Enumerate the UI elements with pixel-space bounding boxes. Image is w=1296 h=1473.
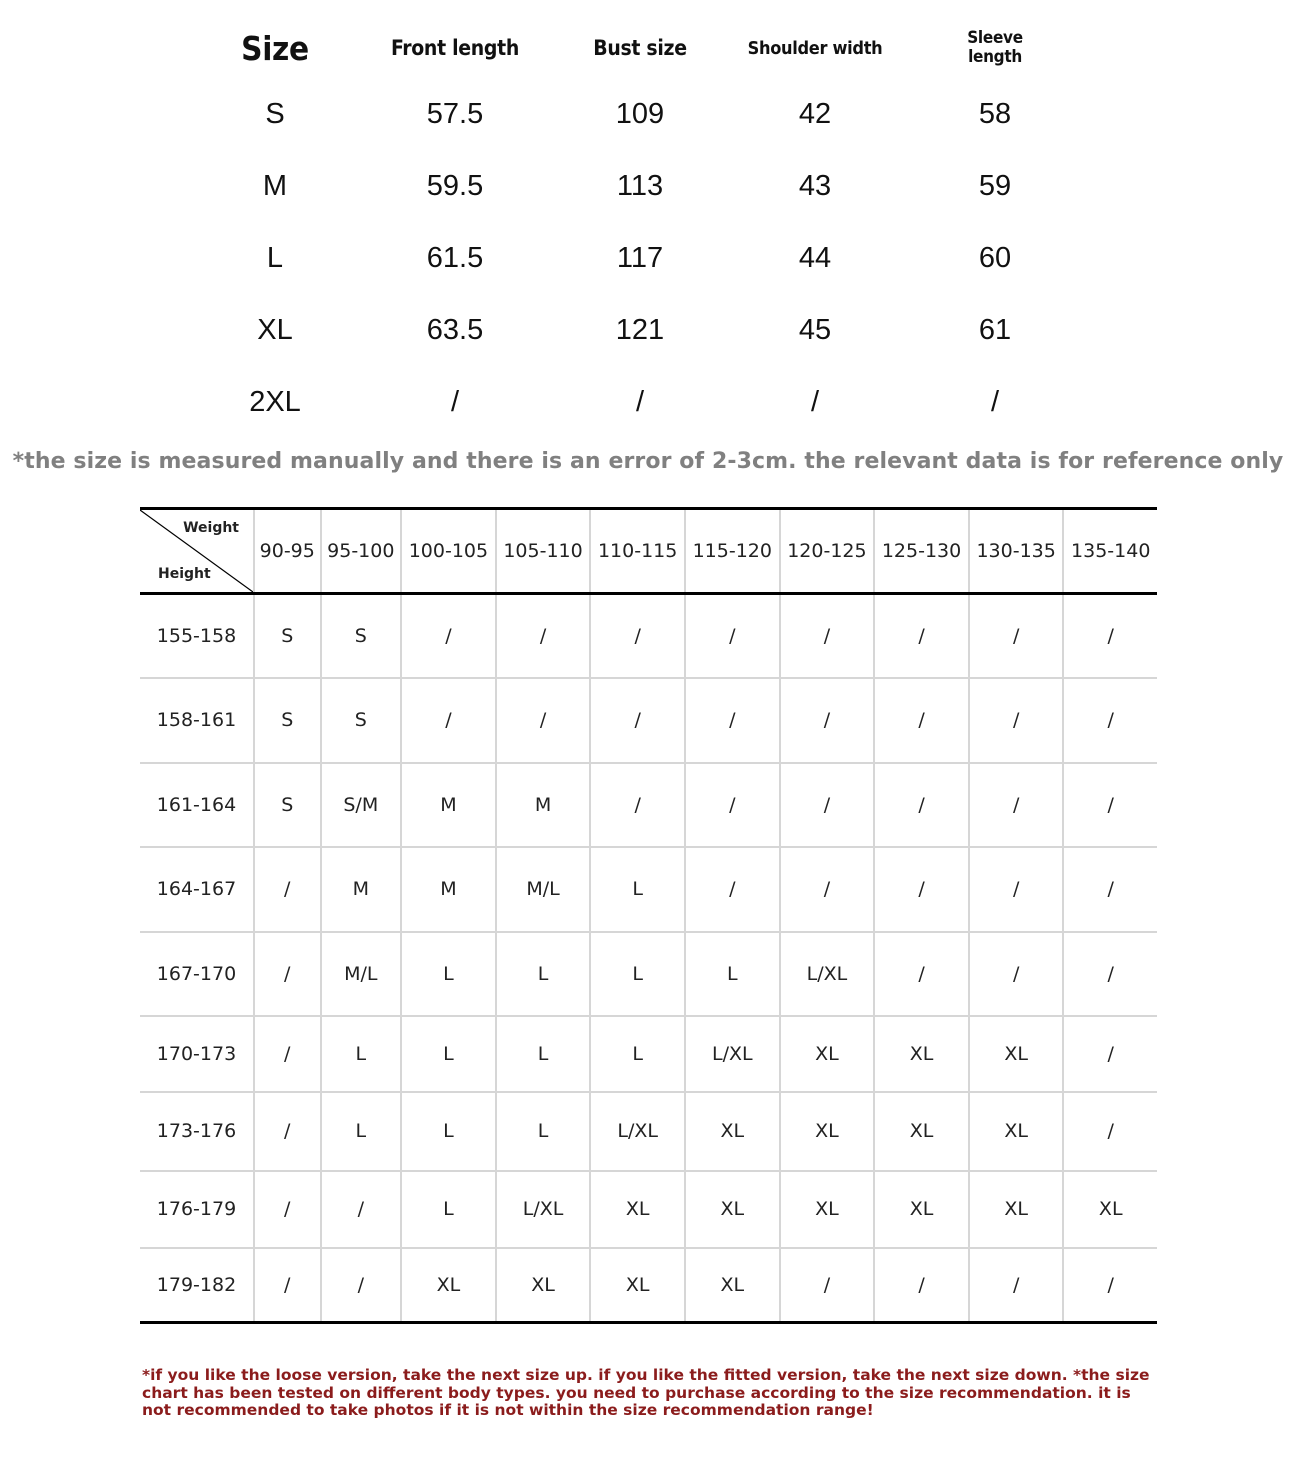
weight-label: Weight — [183, 520, 239, 536]
size-recommendation-cell: XL — [496, 1248, 591, 1323]
cell-front-length: 57.5 — [426, 97, 484, 130]
cell-bust-size: 113 — [616, 169, 664, 202]
height-range-label: 155-158 — [156, 624, 237, 647]
height-row — [140, 1016, 1157, 1092]
cell-sleeve-length: / — [990, 385, 1000, 418]
size-recommendation-cell: XL — [1063, 1171, 1157, 1248]
weight-range-header: 100-105 — [401, 509, 496, 594]
size-recommendation-cell: / — [874, 678, 969, 763]
weight-range-header: 110-115 — [590, 509, 685, 594]
size-recommendation-cell: M — [496, 763, 591, 847]
size-recommendation-cell: / — [590, 763, 685, 847]
header-sleeve-length: Sleeve length — [967, 28, 1023, 67]
size-recommendation-cell: S — [254, 763, 321, 847]
size-recommendation-cell: L — [496, 1016, 591, 1092]
size-recommendation-cell: M — [401, 763, 496, 847]
height-range-label: 158-161 — [140, 678, 254, 763]
weight-range-header: 95-100 — [321, 509, 402, 594]
height-row — [140, 932, 1157, 1016]
size-recommendation-cell: / — [496, 594, 591, 678]
size-recommendation-cell: L — [401, 1171, 496, 1248]
size-recommendation-cell: XL — [590, 1171, 685, 1248]
size-recommendation-cell: XL — [969, 1171, 1064, 1248]
size-recommendation-cell: / — [254, 932, 321, 1016]
size-recommendation-cell: M/L — [321, 932, 402, 1016]
size-recommendation-cell: / — [1063, 1248, 1157, 1323]
header-size: Size — [241, 28, 309, 68]
height-row — [140, 763, 1157, 847]
size-recommendation-cell: / — [254, 1248, 321, 1323]
size-recommendation-cell: M — [401, 847, 496, 932]
size-recommendation-cell: / — [874, 763, 969, 847]
size-recommendation-cell: L — [401, 932, 496, 1016]
cell-front-length: 63.5 — [426, 313, 484, 346]
size-recommendation-cell: L — [321, 1016, 402, 1092]
header-front-length: Front length — [390, 36, 520, 60]
cell-sleeve-length: 60 — [978, 241, 1012, 274]
weight-range-header: 90-95 — [254, 509, 321, 594]
size-recommendation-cell: L — [321, 1092, 402, 1171]
height-row — [140, 847, 1157, 932]
size-recommendation-cell: L — [496, 1092, 591, 1171]
cell-bust-size: 117 — [616, 241, 664, 274]
size-recommendation-cell: M — [321, 847, 402, 932]
size-recommendation-cell: XL — [780, 1171, 875, 1248]
measurement-table-body — [180, 78, 1100, 438]
size-recommendation-cell: / — [874, 847, 969, 932]
size-recommendation-cell: XL — [874, 1016, 969, 1092]
size-recommendation-cell: / — [969, 1248, 1064, 1323]
measurement-table-header — [180, 18, 1100, 78]
weight-range-header: 105-110 — [496, 509, 591, 594]
height-label: Height — [158, 566, 211, 582]
size-recommendation-cell: / — [1063, 594, 1157, 678]
size-recommendation-cell: S — [254, 678, 321, 763]
size-recommendation-cell: L — [401, 1016, 496, 1092]
size-recommendation-cell: S — [254, 594, 321, 678]
size-recommendation-cell: / — [969, 932, 1064, 1016]
size-recommendation-cell: / — [401, 678, 496, 763]
size-recommendation-cell: / — [1063, 1092, 1157, 1171]
size-recommendation-cell: L — [496, 932, 591, 1016]
cell-sleeve-length: 61 — [978, 313, 1012, 346]
size-recommendation-cell: / — [685, 763, 780, 847]
header-bust-size: Bust size — [593, 36, 687, 60]
corner-cell — [140, 509, 254, 594]
size-recommendation-cell: / — [685, 678, 780, 763]
size-recommendation-cell: XL — [401, 1248, 496, 1323]
weight-header-row — [140, 509, 1157, 594]
weight-range-header: 130-135 — [969, 509, 1064, 594]
size-recommendation-cell: / — [254, 847, 321, 932]
size-recommendation-cell: / — [254, 1171, 321, 1248]
measurement-row — [180, 150, 1100, 222]
size-recommendation-cell: XL — [780, 1016, 875, 1092]
height-row — [140, 678, 1157, 763]
size-recommendation-cell: L — [590, 932, 685, 1016]
size-recommendation-cell: XL — [969, 1092, 1064, 1171]
measurement-row — [180, 294, 1100, 366]
measurement-row — [180, 78, 1100, 150]
cell-bust-size: 109 — [615, 97, 665, 130]
cell-front-length: / — [450, 385, 460, 418]
size-recommendation-cell: / — [874, 932, 969, 1016]
size-recommendation-cell: L/XL — [685, 1016, 780, 1092]
cell-bust-size: 121 — [615, 313, 665, 346]
weight-range-header: 115-120 — [685, 509, 780, 594]
size-recommendation-cell: XL — [590, 1248, 685, 1323]
size-recommendation-cell: M/L — [496, 847, 591, 932]
size-recommendation-cell: / — [969, 763, 1064, 847]
size-recommendation-cell: / — [1063, 763, 1157, 847]
size-recommendation-cell: XL — [685, 1092, 780, 1171]
size-recommendation-cell: L — [401, 1092, 496, 1171]
size-recommendation-cell: / — [590, 678, 685, 763]
cell-front-length: 59.5 — [426, 169, 484, 202]
size-recommendation-cell: / — [496, 678, 591, 763]
size-recommendation-cell: / — [780, 1248, 875, 1323]
size-recommendation-cell: / — [401, 594, 496, 678]
measurement-table — [180, 18, 1100, 438]
height-row — [140, 1248, 1157, 1323]
cell-shoulder-width: 45 — [798, 313, 832, 346]
size-recommendation-cell: XL — [685, 1171, 780, 1248]
size-recommendation-cell: / — [1063, 847, 1157, 932]
size-recommendation-cell: S — [321, 678, 402, 763]
size-recommendation-cell: / — [874, 1248, 969, 1323]
cell-front-length: 61.5 — [426, 241, 484, 274]
size-recommendation-cell: S/M — [321, 763, 402, 847]
weight-range-header: 135-140 — [1063, 509, 1157, 594]
size-recommendation-cell: / — [321, 1171, 402, 1248]
size-recommendation-cell: L/XL — [590, 1092, 685, 1171]
size-recommendation-cell: / — [1063, 1016, 1157, 1092]
height-range-label: 167-170 — [140, 932, 254, 1016]
size-recommendation-cell: / — [780, 763, 875, 847]
weight-range-header: 125-130 — [874, 509, 969, 594]
cell-size: XL — [257, 313, 293, 346]
cell-shoulder-width: 43 — [798, 169, 832, 202]
recommendation-note: *if you like the loose version, take the next size up. if you like the fitted version, take the next size down. *the size chart has been tested on different body types. you need to purchase according to the size recommendation. it is not recommended to take photos if it is not within the size recommendation range! — [142, 1366, 1150, 1419]
size-recommendation-table — [140, 507, 1157, 1324]
size-recommendation-cell: / — [254, 1016, 321, 1092]
measurement-note: *the size is measured manually and there is an error of 2-3cm. the relevant data is for reference only — [12, 449, 1284, 474]
size-recommendation-cell: / — [321, 1248, 402, 1323]
size-recommendation-cell: XL — [780, 1092, 875, 1171]
size-recommendation-cell: / — [969, 847, 1064, 932]
height-range-label: 173-176 — [140, 1092, 254, 1171]
height-row — [140, 1092, 1157, 1171]
height-range-label: 179-182 — [140, 1248, 254, 1323]
height-range-label: 161-164 — [140, 763, 254, 847]
height-range-label: 170-173 — [140, 1016, 254, 1092]
cell-bust-size: / — [635, 385, 645, 418]
cell-size: M — [262, 169, 288, 202]
height-row — [140, 1171, 1157, 1248]
size-recommendation-cell: / — [1063, 678, 1157, 763]
weight-range-header: 120-125 — [780, 509, 875, 594]
cell-sleeve-length: 59 — [978, 169, 1012, 202]
size-recommendation-cell: / — [874, 594, 969, 678]
size-recommendation-cell: / — [685, 847, 780, 932]
size-recommendation-cell: XL — [685, 1248, 780, 1323]
size-recommendation-cell: / — [685, 594, 780, 678]
measurement-row — [180, 366, 1100, 438]
header-shoulder-width: Shoulder width — [747, 37, 883, 59]
size-recommendation-cell: / — [969, 678, 1064, 763]
size-recommendation-cell: L/XL — [496, 1171, 591, 1248]
size-recommendation-cell: L — [590, 1016, 685, 1092]
size-recommendation-cell: XL — [874, 1171, 969, 1248]
size-recommendation-cell: XL — [874, 1092, 969, 1171]
cell-size: 2XL — [249, 385, 301, 418]
size-recommendation-cell: S — [321, 594, 402, 678]
height-range-label: 164-167 — [140, 847, 254, 932]
height-row — [140, 594, 1157, 678]
cell-shoulder-width: 42 — [798, 97, 832, 130]
cell-shoulder-width: 44 — [798, 241, 832, 274]
size-recommendation-cell: / — [1063, 932, 1157, 1016]
size-recommendation-cell: / — [780, 847, 875, 932]
cell-sleeve-length: 58 — [978, 97, 1012, 130]
size-recommendation-cell: / — [969, 594, 1064, 678]
size-recommendation-cell: XL — [969, 1016, 1064, 1092]
cell-size: S — [265, 97, 285, 130]
height-range-label: 176-179 — [140, 1171, 254, 1248]
size-recommendation-cell: / — [780, 678, 875, 763]
size-recommendation-cell: L/XL — [780, 932, 875, 1016]
measurement-row — [180, 222, 1100, 294]
size-recommendation-cell: / — [590, 594, 685, 678]
cell-size: L — [266, 241, 284, 274]
size-recommendation-cell: L — [685, 932, 780, 1016]
cell-shoulder-width: / — [810, 385, 820, 418]
size-recommendation-cell: / — [254, 1092, 321, 1171]
size-recommendation-cell: / — [780, 594, 875, 678]
size-recommendation-cell: L — [590, 847, 685, 932]
